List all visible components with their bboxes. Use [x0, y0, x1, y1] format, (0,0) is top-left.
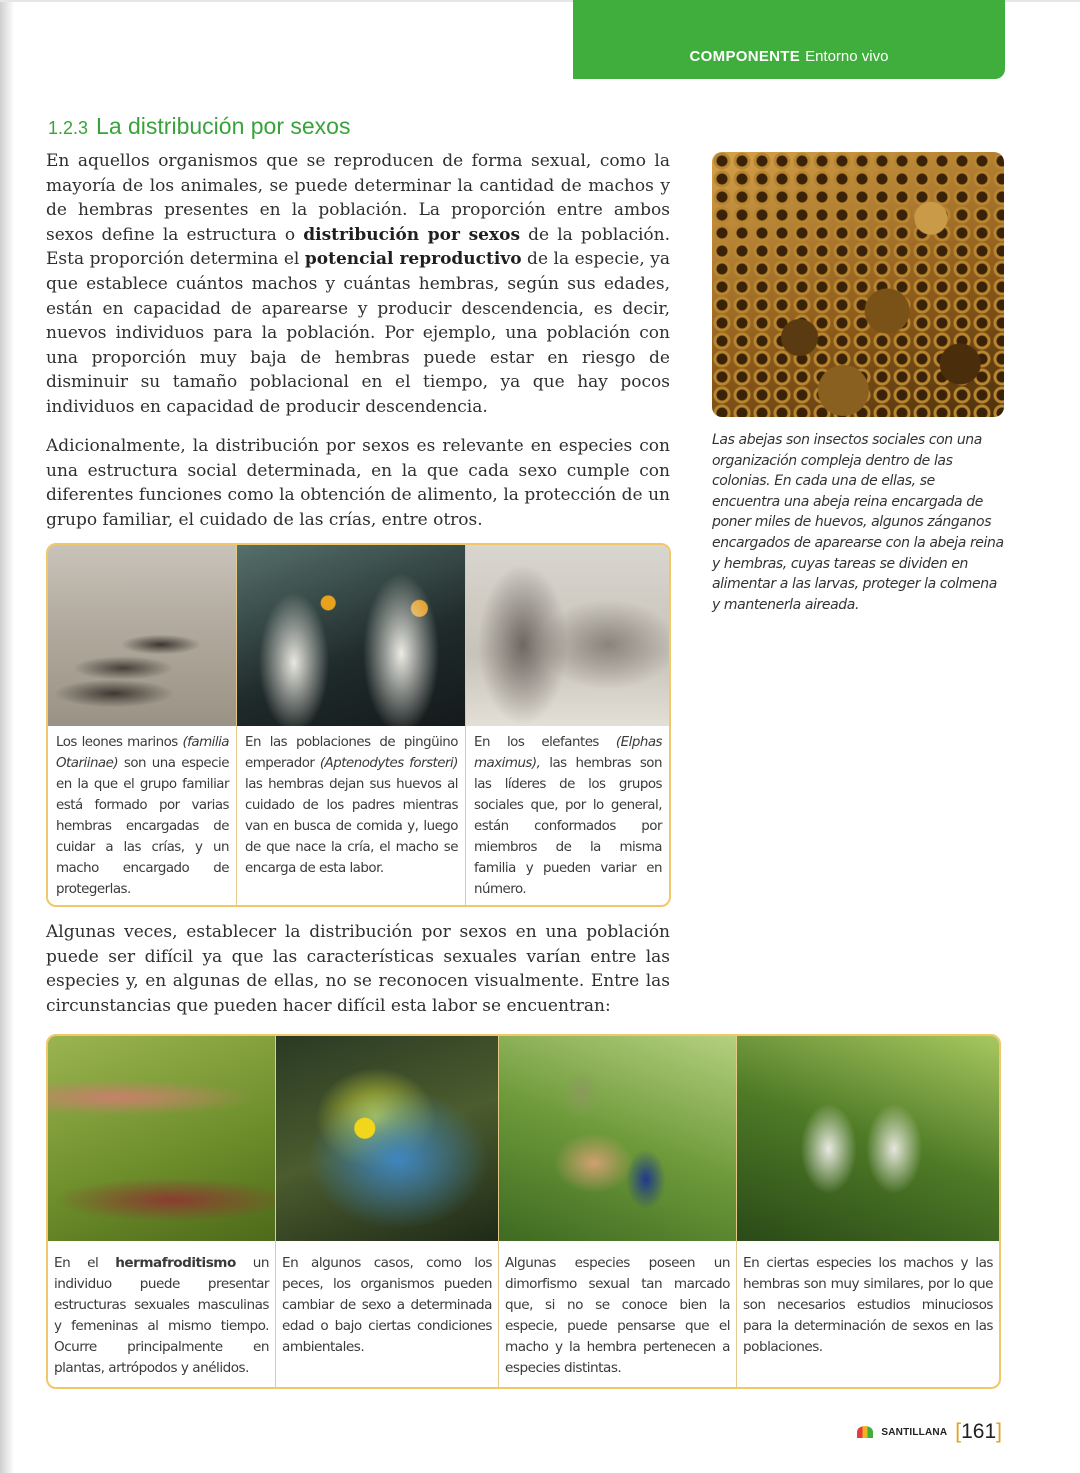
penguin-card — [236, 545, 465, 905]
sex-determination-box — [46, 1034, 1001, 1389]
penguin-caption — [237, 726, 465, 879]
dimorphism-caption: Algunas especies poseen un dimorfismo sexual tan marcado que, si no se conoce bien la especie, puede pensarse que el macho y la hembra pertenecen a especies distintas. — [505, 1255, 730, 1376]
bee-caption: Las abejas son insectos sociales con una organización compleja dentro de las colonias. En cada una de ellas, se encuentra una abeja reina encargada de poner miles de huevos, algunos zánganos encargados de aparearse con la abeja reina y hembras, cuyas tareas se dividen en alimentar a las larvas, proteger la colmena y mantenerla aireada. — [712, 432, 1004, 613]
paragraph-intro-text: de la especie, ya que establece cuántos machos y cuántas hembras, según sus edades, están en capacidad de aparearse y producir descendencia, es decir, nuevos individuos para la población. Por ejemplo, una población con una proporción muy baja de hembras puede estar en riesgo de disminuir su tamaño poblacional en el tiempo, ya que hay pocos individuos en capacidad de producir descendencia. — [46, 249, 670, 417]
butterflies-photo — [737, 1036, 999, 1241]
caption-scientific-name: (familia Otariinae) — [56, 735, 229, 771]
term-hermaphroditism: hermafroditismo — [115, 1255, 236, 1271]
caption-text: un individuo puede presentar estructuras sexuales masculinas y femeninas al mismo tiempo. Ocurre principalmente en plantas, artrópodos y anélidos. — [54, 1255, 269, 1376]
publisher-name: SANTILLANA — [881, 1426, 948, 1438]
hermaphroditism-card — [48, 1036, 275, 1387]
similar-sexes-card — [736, 1036, 999, 1387]
dimorphism-card — [498, 1036, 736, 1387]
paragraph-intro-text: En aquellos organismos que se reproducen de forma sexual, como la mayoría de los animales, se puede determinar la cantidad de machos y de hembras presentes en la población. La proporción entre ambos sexos define la estructura o — [46, 151, 670, 245]
sea-lion-photo — [48, 545, 236, 726]
page-binding-shadow — [0, 0, 14, 1473]
sea-lion-card — [48, 545, 236, 905]
caption-text: las hembras son las líderes de los grupos sociales que, por lo general, están conformados por miembros de la misma familia y pueden variar en número. — [474, 756, 662, 897]
caption-text: En las poblaciones de pingüino emperador — [245, 735, 458, 771]
elephant-caption — [466, 726, 669, 900]
similar-sexes-caption: En ciertas especies los machos y las hembras son muy similares, por lo que son necesarios estudios minuciosos para la determinación de sexos en las poblaciones. — [743, 1255, 993, 1355]
social-species-box — [46, 543, 671, 907]
fish-caption: En algunos casos, como los peces, los organismos pueden cambiar de sexo a determinada edad o bajo ciertas condiciones ambientales. — [282, 1255, 492, 1355]
page-bracket: [ — [955, 1420, 962, 1443]
paragraph-difficulty: Algunas veces, establecer la distribución por sexos en una población puede ser difícil ya que las características sexuales varían entre las especies y, en algunas de ellas, no se reconocen visualmente. Entre las circunstancias que pueden hacer difícil esta labor se encuentran: — [46, 922, 670, 1016]
elephant-photo — [466, 545, 669, 726]
elephant-card — [465, 545, 669, 905]
earthworm-photo — [48, 1036, 275, 1241]
caption-text: son una especie en la que el grupo familiar está formado por varias hembras encargadas de cuidar a las crías, y un macho encargado de protegerlas. — [56, 756, 229, 897]
caption-text: En los elefantes — [474, 735, 616, 750]
page-number — [955, 1420, 1002, 1444]
angelfish-photo — [276, 1036, 498, 1241]
caption-text: las hembras dejan sus huevos al cuidado de los padres mientras van en busca de comida y, luego de que nace la cría, el macho se encarga de esta labor. — [245, 777, 458, 876]
section-number: 1.2.3 — [48, 118, 89, 138]
page-bracket: ] — [996, 1420, 1002, 1443]
birds-photo — [499, 1036, 736, 1241]
component-name: Entorno vivo — [805, 48, 889, 65]
term-reproductive-potential: potencial reproductivo — [304, 249, 522, 270]
page-number-value: 161 — [961, 1420, 997, 1443]
term-distribution: distribución por sexos — [303, 224, 521, 245]
penguin-photo — [237, 545, 465, 726]
paragraph-intro — [46, 149, 670, 420]
caption-scientific-name: (Elphas maximus), — [474, 735, 662, 771]
bee-photo — [712, 152, 1004, 417]
component-header — [573, 0, 1005, 79]
caption-scientific-name: (Aptenodytes forsteri) — [319, 756, 458, 771]
component-label: COMPONENTE — [689, 48, 801, 65]
fish-card — [275, 1036, 498, 1387]
page-footer — [857, 1420, 1002, 1444]
caption-text: En el — [54, 1255, 116, 1271]
caption-text: Los leones marinos — [56, 735, 183, 750]
section-title — [48, 113, 350, 140]
santillana-logo-icon — [857, 1426, 873, 1438]
hermaphroditism-caption — [48, 1241, 275, 1379]
paragraph-intro-text: de la población. Esta proporción determina el — [46, 224, 671, 270]
paragraph-social: Adicionalmente, la distribución por sexos es relevante en especies con una estructura social determinada, en la que cada sexo cumple con diferentes funciones como la obtención de alimento, la protección de un grupo familiar, el cuidado de las crías, entre otros. — [46, 436, 670, 530]
section-title-text: La distribución por sexos — [96, 113, 351, 139]
sea-lion-caption — [48, 726, 236, 900]
